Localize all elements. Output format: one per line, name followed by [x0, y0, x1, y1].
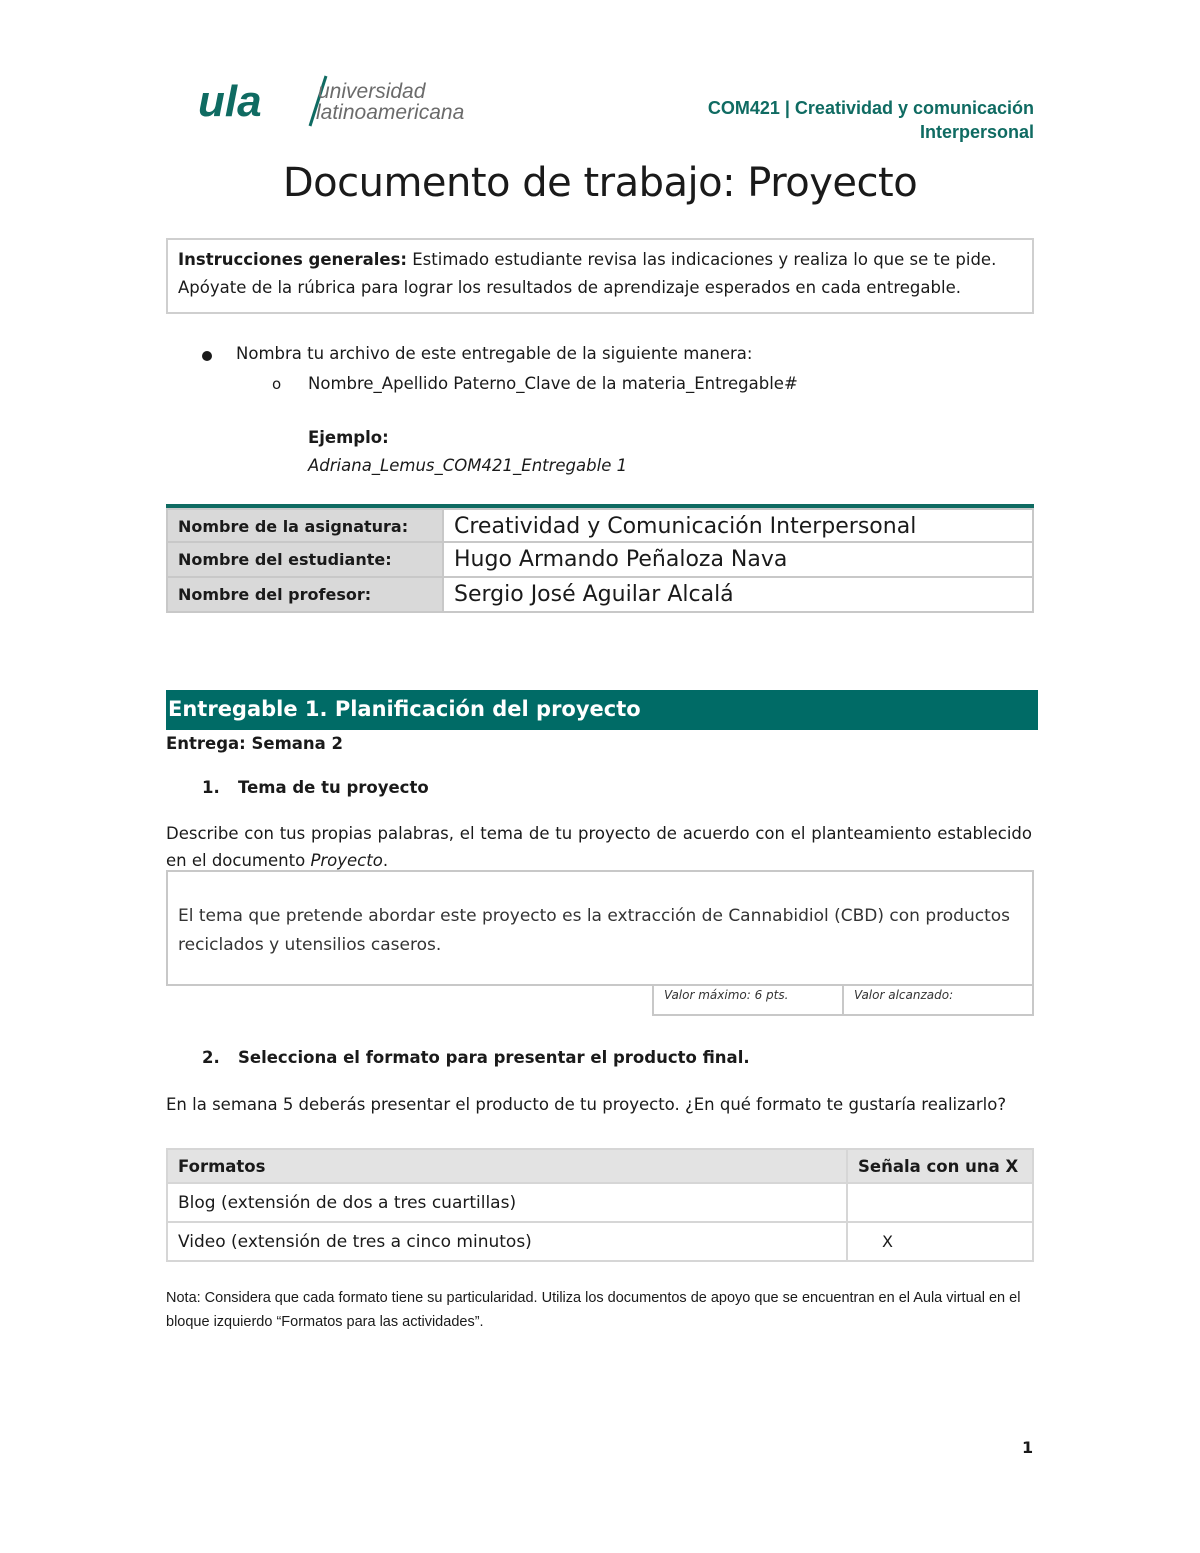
bullet-dot-icon	[202, 351, 212, 361]
score-row	[652, 984, 1034, 1016]
document-title: Documento de trabajo: Proyecto	[282, 160, 918, 206]
info-label: Nombre de la asignatura:	[166, 508, 444, 543]
logo-mark: ula	[198, 77, 262, 126]
answer-box[interactable]: El tema que pretende abordar este proyecto es la extracción de Cannabidiol (CBD) con productos reciclados y utensilios caseros.	[166, 870, 1034, 986]
format-cell: Blog (extensión de dos a tres cuartillas)	[167, 1183, 847, 1222]
format-table	[166, 1148, 1034, 1262]
section-header: Entregable 1. Planificación del proyecto	[166, 690, 1038, 730]
course-header	[708, 96, 1034, 144]
question-1-heading	[202, 778, 429, 797]
info-label: Nombre del profesor:	[166, 578, 444, 613]
due-week: Entrega: Semana 2	[166, 734, 344, 753]
table-row	[167, 1222, 1033, 1261]
table-header-row	[167, 1149, 1033, 1183]
naming-pattern-text: Nombre_Apellido Paterno_Clave de la materia_Entregable#	[308, 374, 798, 393]
logo-line1: universidad	[318, 80, 426, 103]
info-table	[166, 504, 1034, 613]
subject-value[interactable]: Creatividad y Comunicación Interpersonal	[444, 508, 1034, 543]
format-cell: Video (extensión de tres a cinco minutos)	[167, 1222, 847, 1261]
student-value[interactable]: Hugo Armando Peñaloza Nava	[444, 543, 1034, 578]
desc-italic: Proyecto	[310, 851, 383, 870]
logo-line2: latinoamericana	[316, 101, 465, 124]
sub-bullet-marker: o	[272, 375, 282, 393]
question-number: 1.	[202, 778, 220, 797]
info-row-subject	[166, 508, 1034, 543]
info-row-student	[166, 543, 1034, 578]
mark-cell[interactable]	[847, 1183, 1033, 1222]
instructions-text: Estimado estudiante revisa las indicaciones y realiza lo que se te pide. Apóyate de la rúbrica para lograr los resultados de aprendizaje esperados en cada entregable.	[178, 250, 997, 297]
university-logo	[198, 74, 498, 128]
instructions-box	[166, 238, 1034, 314]
professor-value[interactable]: Sergio José Aguilar Alcalá	[444, 578, 1034, 613]
course-line2: Interpersonal	[919, 122, 1034, 142]
column-header: Formatos	[167, 1149, 847, 1183]
info-row-professor	[166, 578, 1034, 613]
example-value: Adriana_Lemus_COM421_Entregable 1	[308, 456, 628, 475]
question-title: Tema de tu proyecto	[238, 778, 429, 797]
desc-text: Describe con tus propias palabras, el tema de tu proyecto de acuerdo con el planteamiento establecido en el documento	[166, 824, 1032, 870]
naming-pattern	[272, 374, 798, 393]
desc-end: .	[382, 851, 389, 870]
naming-bullet-text: Nombra tu archivo de este entregable de la siguiente manera:	[236, 344, 753, 363]
question-title: Selecciona el formato para presentar el producto final.	[238, 1048, 750, 1067]
column-header: Señala con una X	[847, 1149, 1033, 1183]
question-2-description: En la semana 5 deberás presentar el producto de tu proyecto. ¿En qué formato te gustaría realizarlo?	[166, 1095, 1007, 1114]
example-label: Ejemplo:	[308, 428, 389, 447]
table-row	[167, 1183, 1033, 1222]
question-number: 2.	[202, 1048, 220, 1067]
course-line1: COM421 | Creatividad y comunicación	[707, 98, 1034, 118]
note-text: Nota: Considera que cada formato tiene su particularidad. Utiliza los documentos de apoyo que se encuentran en el Aula virtual en el bloque izquierdo “Formatos para las actividades”.	[166, 1290, 1021, 1330]
question-1-description	[166, 820, 1032, 874]
score-max: Valor máximo: 6 pts.	[652, 984, 844, 1016]
instructions-label: Instrucciones generales:	[178, 250, 408, 269]
question-2-heading	[202, 1048, 750, 1067]
mark-cell[interactable]: X	[847, 1222, 1033, 1261]
info-label: Nombre del estudiante:	[166, 543, 444, 578]
page-number: 1	[1022, 1438, 1034, 1457]
score-achieved[interactable]: Valor alcanzado:	[844, 984, 1034, 1016]
